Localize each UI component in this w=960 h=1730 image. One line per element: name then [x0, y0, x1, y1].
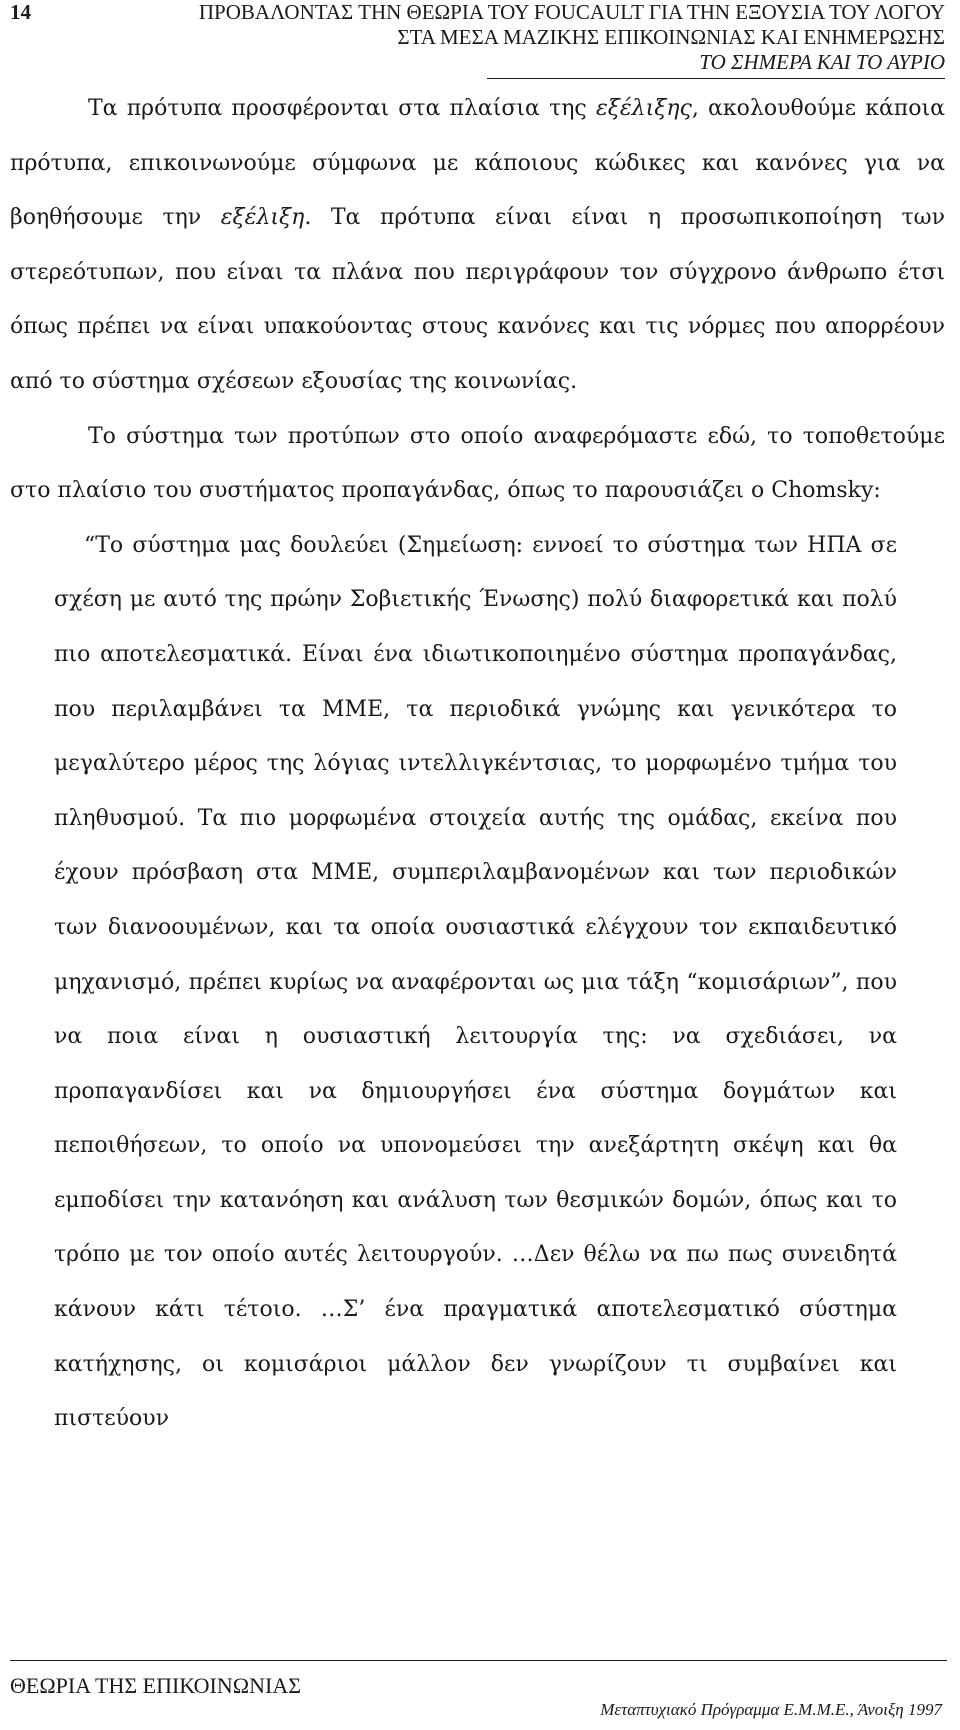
- page-header: [10, 0, 945, 82]
- running-title: [199, 0, 945, 75]
- paragraph-1-text-b: , ακολουθούμε κάποια πρότυπα, επικοινωνούμε σύμφωνα με κάποιους κώδικες και κανόνες για να βοηθήσουμε την: [10, 96, 945, 231]
- running-title-line-2: ΣΤΑ ΜΕΣΑ ΜΑΖΙΚΗΣ ΕΠΙΚΟΙΝΩΝΙΑΣ ΚΑΙ ΕΝΗΜΕΡΩΣΗΣ: [397, 25, 945, 49]
- running-title-line-1: ΠΡΟΒΑΛΟΝΤΑΣ ΤΗΝ ΘΕΩΡΙΑ ΤΟΥ FOUCAULT ΓΙΑ ΤΗΝ ΕΞΟΥΣΙΑ ΤΟΥ ΛΟΓΟΥ: [198, 0, 945, 24]
- footer-course-title: ΘΕΩΡΙΑ ΤΗΣ ΕΠΙΚΟΙΝΩΝΙΑΣ: [10, 1673, 302, 1698]
- paragraph-2: Το σύστημα των προτύπων στο οποίο αναφερόμαστε εδώ, το τοποθετούμε στο πλαίσιο του συστήματος προπαγάνδας, όπως το παρουσιάζει ο Chomsky:: [10, 423, 945, 504]
- paragraph-1-text-a: Τα πρότυπα προσφέρονται στα πλαίσια της: [88, 96, 596, 121]
- paragraph-1-emphasis-b: εξέλιξη: [220, 205, 305, 231]
- footer-rule: [10, 1660, 947, 1661]
- page-number: 14: [10, 0, 31, 24]
- footer-program: Μεταπτυχιακό Πρόγραμμα Ε.Μ.Μ.Ε., Άνοιξη 1997: [600, 1700, 942, 1719]
- block-quote: “Το σύστημα μας δουλεύει (Σημείωση: εννοεί το σύστημα των ΗΠΑ σε σχέση με αυτό της πρώην Σοβιετικής Ένωσης) πολύ διαφορετικά και πολύ πιο αποτελεσματικά. Είναι ένα ιδιωτικοποιημένο σύστημα προπαγάνδας, που περιλαμβάνει τα ΜΜΕ, τα περιοδικά γνώμης και γενικότερα το μεγαλύτερο μέρος της λόγιας ιντελλιγκέντσιας, το μορφωμένο τμήμα του πληθυσμού. Τα πιο μορφωμένα στοιχεία αυτής της ομάδας, εκείνα που έχουν πρόσβαση στα ΜΜΕ, συμπεριλαμβανομένων και των περιοδικών των διανοουμένων, και τα οποία ουσιαστικά ελέγχουν τον εκπαιδευτικό μηχανισμό, πρέπει κυρίως να αναφέρονται ως μια τάξη “κομισάριων”, που να ποια είναι η ουσιαστική λειτουργία της: να σχεδιάσει, να προπαγανδίσει και να δημιουργήσει ένα σύστημα δογμάτων και πεποιθήσεων, το οποίο να υπονομεύσει την ανεξάρτητη σκέψη και θα εμποδίσει την κατανόηση και ανάλυση των θεσμικών δομών, όπως και το τρόπο με τον οποίο αυτές λειτουργούν. …Δεν θέλω να πω πως συνειδητά κάνουν κάτι τέτοιο. …Σ’ ένα πραγματικά αποτελεσματικό σύστημα κατήχησης, οι κομισάριοι μάλλον δεν γνωρίζουν τι συμβαίνει και πιστεύουν: [54, 532, 897, 1432]
- running-title-line-3: ΤΟ ΣΗΜΕΡΑ ΚΑΙ ΤΟ ΑΥΡΙΟ: [699, 50, 945, 74]
- paragraph-1: [10, 82, 945, 410]
- header-rule: [487, 78, 945, 79]
- paragraph-1-emphasis-a: εξέλιξης: [595, 96, 692, 121]
- page-body: [10, 82, 945, 1447]
- paragraph-1-text-c: . Τα πρότυπα είναι είναι η προσωπικοποίηση των στερεότυπων, που είναι τα πλάνα που περιγράφουν τον σύγχρονο άνθρωπο έτσι όπως πρέπει να είναι υπακούοντας στους κανόνες και τις νόρμες που απορρέουν από το σύστημα σχέσεων εξουσίας της κοινωνίας.: [10, 205, 945, 394]
